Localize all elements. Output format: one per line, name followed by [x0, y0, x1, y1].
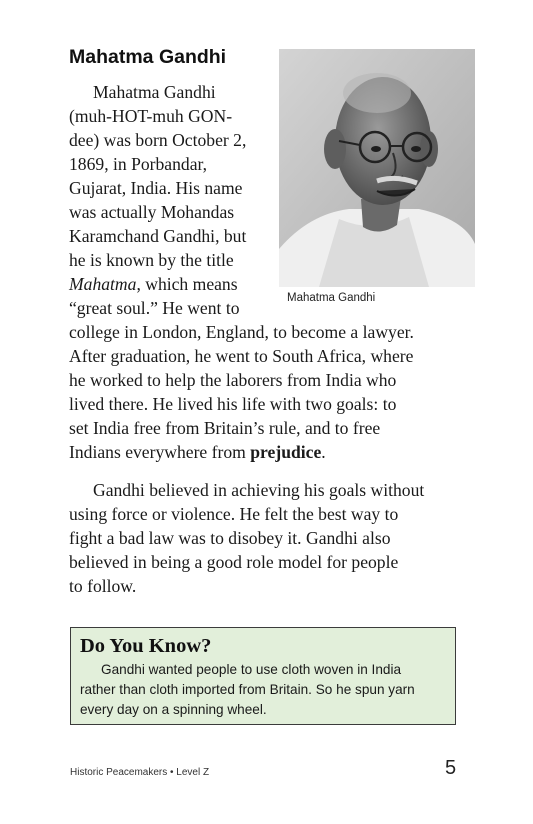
did-you-know-text-line: Gandhi wanted people to use cloth woven in India: [101, 662, 402, 677]
body-text-fragment: .: [321, 442, 326, 462]
body-text-line: believed in being a good role model for people: [69, 552, 399, 572]
body-text-line: Gandhi believed in achieving his goals without: [93, 480, 425, 500]
body-text-line: 1869, in Porbandar,: [69, 154, 208, 174]
section-heading: Mahatma Gandhi: [69, 46, 227, 68]
body-text-line: set India free from Britain’s rule, and to free: [69, 418, 381, 438]
body-text-fragment: Indians everywhere from: [69, 442, 251, 462]
did-you-know-box: [70, 627, 456, 725]
footer-book-title: Historic Peacemakers • Level Z: [70, 767, 210, 778]
body-text-line: Karamchand Gandhi, but: [69, 226, 247, 246]
body-text-line: fight a bad law was to disobey it. Gandhi also: [69, 528, 391, 548]
body-text-line: he is known by the title: [69, 250, 234, 270]
body-text-line: dee) was born October 2,: [69, 130, 247, 150]
did-you-know-title: Do You Know?: [80, 635, 212, 657]
photo-caption: Mahatma Gandhi: [287, 292, 376, 304]
body-text-line: “great soul.” He went to: [69, 298, 240, 318]
glossary-term-prejudice: prejudice: [250, 442, 322, 462]
did-you-know-text-line: rather than cloth imported from Britain. So he spun yarn: [80, 682, 415, 697]
body-text-line: (muh-HOT-muh GON-: [69, 106, 233, 126]
italic-term-mahatma: Mahatma: [69, 274, 137, 294]
body-text-line: After graduation, he went to South Africa, where: [69, 346, 414, 366]
body-text-line: [69, 440, 326, 464]
did-you-know-text-line: every day on a spinning wheel.: [80, 702, 267, 717]
body-text-line: to follow.: [69, 576, 137, 596]
body-text-line: was actually Mohandas: [69, 202, 235, 222]
body-text-line: Mahatma Gandhi: [93, 82, 216, 102]
body-text-fragment: , which means: [136, 274, 238, 294]
body-text-line: college in London, England, to become a lawyer.: [69, 322, 414, 342]
gandhi-portrait-photo: [279, 49, 475, 287]
body-text-line: lived there. He lived his life with two goals: to: [69, 394, 397, 414]
page-number: 5: [445, 757, 457, 779]
body-text-line: [69, 272, 238, 296]
body-text-line: he worked to help the laborers from India who: [69, 370, 397, 390]
body-text-line: using force or violence. He felt the best way to: [69, 504, 399, 524]
body-text-line: Gujarat, India. His name: [69, 178, 243, 198]
